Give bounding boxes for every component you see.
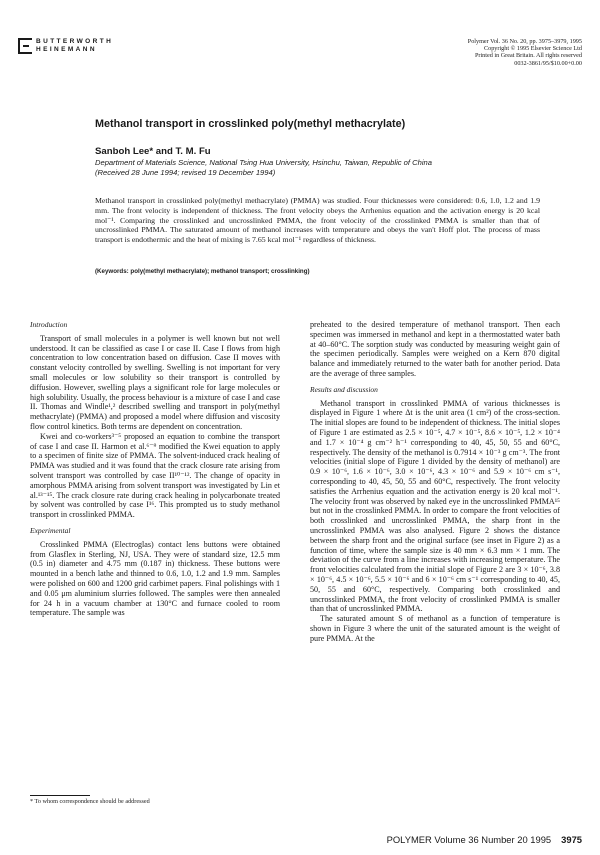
paragraph: Crosslinked PMMA (Electroglas) contact lens buttons were obtained from Glasflex in Sterling, NJ, USA. They were of standard size, 12.5 mm (0.5 in) diameter and 4.75 mm (0.187 in) thickness. These buttons were mounted in a bench lathe and thinned to 0.6, 1.0, 1.2 and 1.9 mm. Samples were polished on 600 and 1200 grid carbimet papers. Final polishings with 1 and 0.05 μm aluminium slurries followed. The samples were then annealed for 24 h in a vacuum chamber at 130°C and furnace cooled to room temperature. The sample was	[30, 539, 280, 618]
abstract: Methanol transport in crosslinked poly(methyl methacrylate) (PMMA) was studied. Four thicknesses were considered: 0.6, 1.0, 1.2 and 1.9 mm. The front velocity is independent of thickness. The front velocity obeys the Arrhenius equation and the activation energy is 20 kcal mol⁻¹. Comparing the crosslinked and uncrosslinked PMMA, the front velocity of the crosslinked PMMA is smaller than that of uncrosslinked PMMA. The saturated amount of methanol increases with temperature and obeys the van't Hoff plot. The process of mass transport is endothermic and the heat of mixing is 7.65 kcal mol⁻¹ regardless of thickness.	[95, 196, 540, 245]
journal-info-line: Printed in Great Britain. All rights reserved	[474, 52, 582, 60]
paragraph: The saturated amount S of methanol as a function of temperature is shown in Figure 3 where the unit of the saturated amount is the weight of pure PMMA. At the	[310, 614, 560, 643]
paragraph: preheated to the desired temperature of methanol transport. Then each specimen was immersed in methanol and kept in a thermostatted water bath at 40–60°C. The sorption study was conducted by measuring weight gain of the specimen periodically. Samples were weighed on a Kern 870 digital balance and immediately returned to the water bath for another period. Data are the average of three samples.	[310, 320, 560, 378]
footnote: * To whom correspondence should be addressed	[30, 798, 150, 805]
footer-journal: POLYMER Volume 36 Number 20 1995	[386, 834, 552, 845]
page-number: 3975	[561, 834, 582, 845]
section-heading-introduction: Introduction	[30, 320, 68, 329]
received-dates: (Received 28 June 1994; revised 19 December 1994)	[95, 167, 276, 177]
publisher-logo-line2: HEINEMANN	[36, 46, 97, 53]
paragraph: Kwei and co-workers³⁻⁵ proposed an equation to combine the transport of case I and case II. Harmon et al.⁶⁻⁹ modified the Kwei equation to apply to a specimen of finite size of PMMA. The solvent-induced crack healing of PMMA was studied and it was found that the crack closure rate arising from solvent transport was controlled by case II¹⁰⁻¹². The change of opacity in amorphous PMMA arising from solvent transport was investigated by Lin et al.¹³⁻¹⁵. The crack closure rate during crack healing in polycarbonate treated by solvent was controlled by case I¹⁶. This prompted us to study methanol transport in crosslinked PMMA.	[30, 431, 280, 520]
journal-info-line: Copyright © 1995 Elsevier Science Ltd	[483, 45, 582, 53]
article-title: Methanol transport in crosslinked poly(methyl methacrylate)	[95, 118, 406, 130]
section-heading-experimental: Experimental	[30, 525, 71, 535]
page-footer	[387, 834, 582, 845]
paragraph: Methanol transport in crosslinked PMMA of various thicknesses is displayed in Figure 1 where Δt is the unit area (1 cm²) of the cross-section. The initial slopes are found to be independent of thickness. The initial slopes of Figure 1 are estimated as 2.5 × 10⁻⁵, 4.7 × 10⁻⁵, 8.6 × 10⁻⁵, 1.2 × 10⁻⁴ and 1.7 × 10⁻⁴ g cm⁻² h⁻¹ corresponding to 40, 45, 50, 55 and 60°C, respectively. The density of the methanol is 0.7914 × 10⁻³ g cm⁻³. The front velocities (initial slope of Figure 1 divided by the density of methanol) are 0.9 × 10⁻⁶, 1.6 × 10⁻⁶, 3.0 × 10⁻⁶, 4.3 × 10⁻⁶ and 5.9 × 10⁻⁶ cm s⁻¹, corresponding to 40, 45, 50, 55 and 60°C, respectively. The front velocity satisfies the Arrhenius equation and the activation energy is 20 kcal mol⁻¹. The velocity front was observed by naked eye in the uncrosslinked PMMA¹⁵ but not in the crosslinked PMMA. In order to compare the front velocities of both crosslinked and uncrosslinked PMMA, the sharp front in the uncrosslinked PMMA was also analysed. Figure 2 shows the distance between the sharp front and the original surface (see inset in Figure 2) as a function of time, where the sample size is 40 mm × 6.3 mm × 1 mm. The deviation of the curve from a line increases with increasing temperature. The front velocities calculated from the initial slope of Figure 2 are 3 × 10⁻⁶, 3.8 × 10⁻⁶, 4.5 × 10⁻⁶, 5.5 × 10⁻⁶ and 6 × 10⁻⁶ cm s⁻¹ corresponding to 40, 45, 50, 55 and 60°C, respectively. Comparing both crosslinked and uncrosslinked PMMA, the front velocity of crosslinked PMMA is smaller than that of uncrosslinked PMMA.	[310, 398, 560, 614]
affiliation-text: Department of Materials Science, National Tsing Hua University, Hsinchu, Taiwan, Republic of China	[95, 158, 432, 167]
article-affiliation	[95, 158, 535, 177]
paragraph: Transport of small molecules in a polymer is well known but not well understood. It can be classified as case I or case II. Case I flows from high concentration to low concentration based on diffusion. Case II moves with constant velocity controlled by swelling. Swelling is not important for very small molecules or low solubility so their transport is controlled by diffusion. However, swelling plays a significant role for large molecules or high solubility. Usually, the process behaviour is a mixture of case I and case II. Thomas and Windle¹,² described swelling and transport in poly(methyl methacrylate) (PMMA) and proposed a model where diffusion and viscosity flow control kinetics. Both terms are dependent on concentration.	[30, 333, 280, 431]
keywords: (Keywords: poly(methyl methacrylate); methanol transport; crosslinking)	[95, 268, 310, 275]
publisher-logo-line1: BUTTERWORTH	[36, 38, 114, 45]
section-heading-results: Results and discussion	[310, 384, 378, 394]
left-column	[30, 320, 280, 618]
journal-info	[422, 38, 582, 67]
journal-info-line: 0032-3861/95/$10.00+0.00	[514, 59, 582, 67]
footnote-divider	[30, 795, 90, 796]
publisher-logo	[18, 38, 118, 56]
article-authors: Sanboh Lee* and T. M. Fu	[95, 146, 211, 157]
publisher-logo-mark	[18, 38, 32, 54]
journal-info-line: Polymer Vol. 36 No. 20, pp. 3975–3979, 1995	[467, 38, 582, 45]
right-column	[310, 320, 560, 644]
